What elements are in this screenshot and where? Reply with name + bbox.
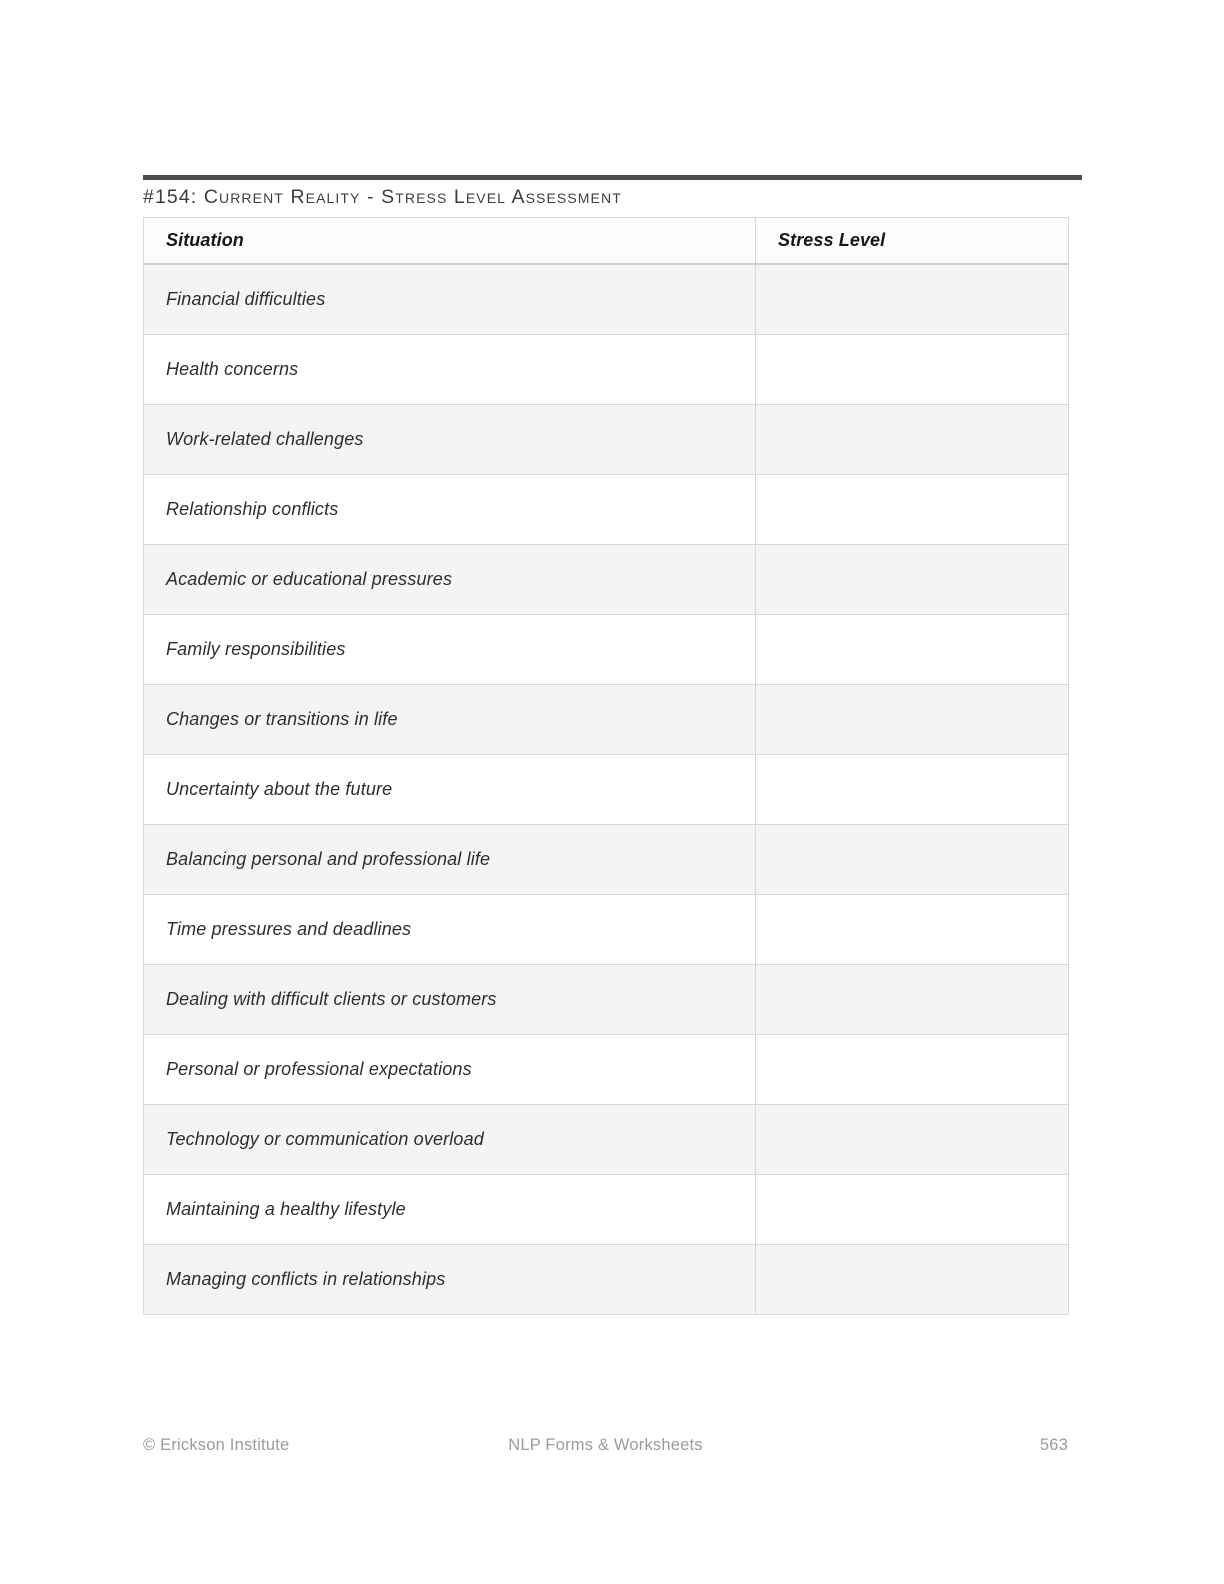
cell-stress-level[interactable] (756, 1175, 1069, 1245)
cell-stress-level[interactable] (756, 615, 1069, 685)
table-row (144, 1105, 1069, 1175)
cell-stress-level[interactable] (756, 965, 1069, 1035)
cell-stress-level[interactable] (756, 1035, 1069, 1105)
cell-situation: Family responsibilities (144, 615, 756, 685)
cell-situation: Time pressures and deadlines (144, 895, 756, 965)
stress-level-assessment-table (143, 217, 1069, 1315)
cell-stress-level[interactable] (756, 1245, 1069, 1315)
cell-situation: Dealing with difficult clients or customers (144, 965, 756, 1035)
table-row (144, 685, 1069, 755)
cell-stress-level[interactable] (756, 825, 1069, 895)
column-header-situation: Situation (144, 218, 756, 265)
cell-situation: Uncertainty about the future (144, 755, 756, 825)
table-row (144, 1245, 1069, 1315)
cell-situation: Work-related challenges (144, 405, 756, 475)
footer-copyright: © Erickson Institute (143, 1436, 290, 1454)
table-row (144, 264, 1069, 335)
cell-situation: Personal or professional expectations (144, 1035, 756, 1105)
cell-stress-level[interactable] (756, 335, 1069, 405)
title-rule (143, 175, 1082, 180)
table-row (144, 545, 1069, 615)
column-header-stress-level: Stress Level (756, 218, 1069, 265)
table-row (144, 615, 1069, 685)
cell-stress-level[interactable] (756, 685, 1069, 755)
cell-stress-level[interactable] (756, 264, 1069, 335)
table-row (144, 475, 1069, 545)
footer-page-number: 563 (1039, 1436, 1068, 1454)
table-row (144, 755, 1069, 825)
table-header (144, 218, 1069, 265)
cell-stress-level[interactable] (756, 545, 1069, 615)
cell-stress-level[interactable] (756, 755, 1069, 825)
cell-situation: Academic or educational pressures (144, 545, 756, 615)
cell-situation: Relationship conflicts (144, 475, 756, 545)
page-title: #154: Current Reality - Stress Level Assessment (143, 186, 622, 208)
cell-situation: Maintaining a healthy lifestyle (144, 1175, 756, 1245)
table-row (144, 895, 1069, 965)
table-row (144, 1035, 1069, 1105)
page-footer (143, 1436, 1068, 1460)
cell-situation: Financial difficulties (144, 264, 756, 335)
cell-stress-level[interactable] (756, 405, 1069, 475)
table-row (144, 965, 1069, 1035)
table-header-row (144, 218, 1069, 265)
cell-situation: Balancing personal and professional life (144, 825, 756, 895)
cell-situation: Technology or communication overload (144, 1105, 756, 1175)
cell-situation: Changes or transitions in life (144, 685, 756, 755)
table-row (144, 335, 1069, 405)
table-row (144, 825, 1069, 895)
table-row (144, 405, 1069, 475)
cell-situation: Managing conflicts in relationships (144, 1245, 756, 1315)
cell-stress-level[interactable] (756, 895, 1069, 965)
table-body (144, 264, 1069, 1315)
cell-stress-level[interactable] (756, 475, 1069, 545)
table-row (144, 1175, 1069, 1245)
footer-series-title: NLP Forms & Worksheets (508, 1436, 703, 1454)
cell-stress-level[interactable] (756, 1105, 1069, 1175)
cell-situation: Health concerns (144, 335, 756, 405)
